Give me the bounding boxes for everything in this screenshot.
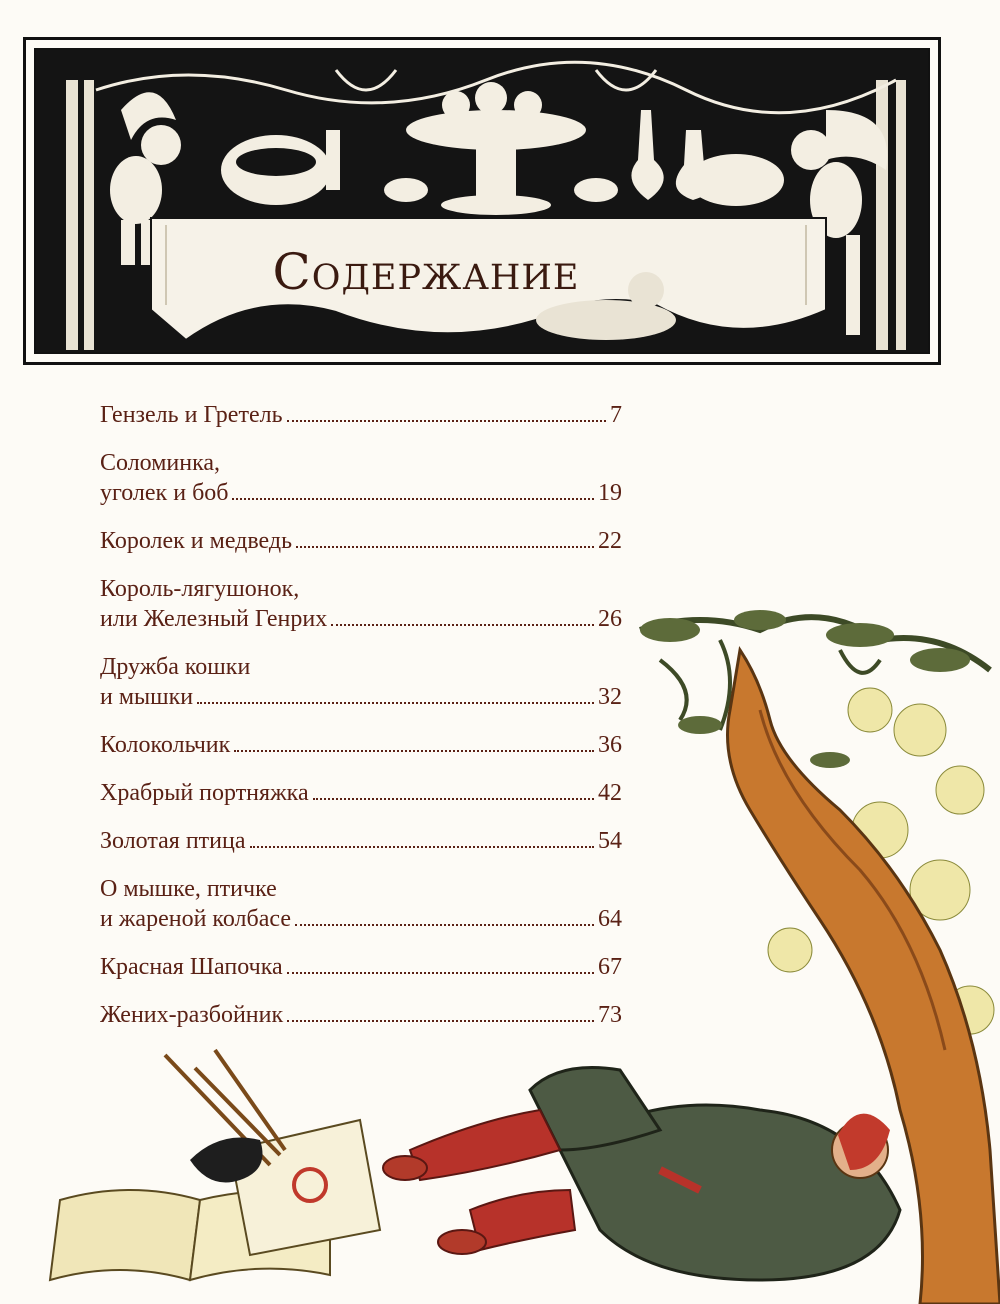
header-banner — [23, 37, 941, 365]
toc-entry[interactable] — [100, 400, 622, 430]
toc-page-number: 73 — [598, 1002, 622, 1028]
toc-title: Соломинка, — [100, 450, 221, 476]
toc-title: Золотая птица — [100, 828, 246, 854]
dot-leader — [287, 420, 606, 422]
toc-line — [100, 448, 622, 478]
toc-title: и жареной колбасе — [100, 906, 291, 932]
reclining-painter-illustration — [0, 590, 1000, 1304]
toc-title: Дружба кошки — [100, 654, 251, 680]
dot-leader — [296, 546, 594, 548]
toc-title: Королек и медведь — [100, 528, 293, 554]
toc-page-number: 67 — [598, 954, 622, 980]
toc-line — [100, 400, 622, 430]
toc-page-number: 19 — [598, 480, 622, 506]
toc-title: уголек и боб — [100, 480, 229, 506]
toc-title: Гензель и Гретель — [100, 402, 283, 428]
toc-title: О мышке, птичке — [100, 876, 277, 902]
toc-title: и мышки — [100, 684, 194, 710]
toc-page-number: 32 — [598, 684, 622, 710]
toc-page-number: 22 — [598, 528, 622, 554]
toc-line — [100, 526, 622, 556]
toc-page-number: 7 — [610, 402, 622, 428]
page-title: Содержание — [272, 243, 580, 301]
toc-title: Храбрый портняжка — [100, 780, 309, 806]
banquet-woodcut-icon — [36, 50, 930, 354]
toc-page-number: 42 — [598, 780, 622, 806]
toc-title: Жених-разбойник — [100, 1002, 284, 1028]
dot-leader — [232, 498, 594, 500]
toc-title: Колокольчик — [100, 732, 231, 758]
toc-line — [100, 478, 622, 508]
toc-title: Красная Шапочка — [100, 954, 283, 980]
toc-page-number: 64 — [598, 906, 622, 932]
woodcut-illustration — [34, 48, 930, 354]
toc-entry[interactable] — [100, 526, 622, 556]
toc-entry[interactable] — [100, 448, 622, 508]
toc-page-number: 54 — [598, 828, 622, 854]
reclining-man-icon — [383, 1068, 900, 1281]
toc-title: Король-лягушонок, — [100, 576, 300, 602]
toc-page-number: 26 — [598, 606, 622, 632]
toc-page-number: 36 — [598, 732, 622, 758]
toc-title: или Железный Генрих — [100, 606, 328, 632]
